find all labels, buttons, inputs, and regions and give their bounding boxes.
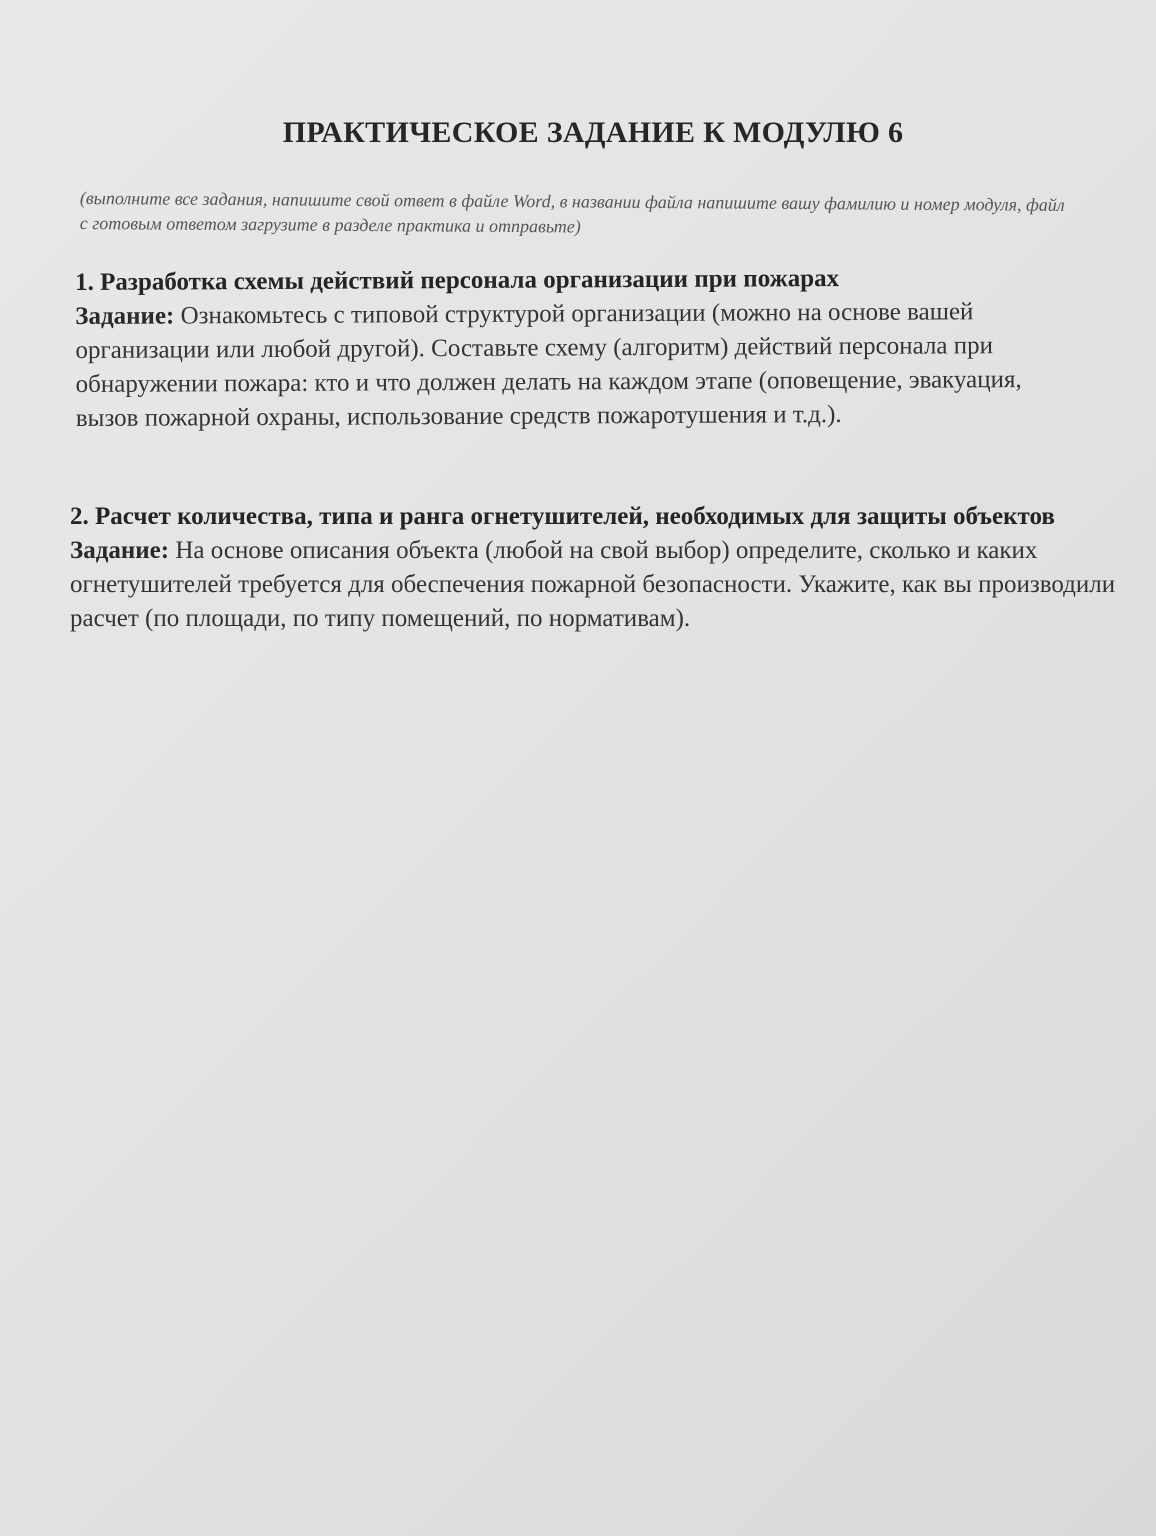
section-1-task-label: Задание: bbox=[75, 302, 175, 330]
section-2-task-text: На основе описания объекта (любой на свой выбор) определите, сколько и каких огнетушителей требуется для обеспечения пожарной безопасности. Укажите, как вы производили расчет (по площади, по типу помещений, по нормативам). bbox=[70, 537, 1116, 632]
task-section-1 bbox=[75, 261, 1076, 436]
document-title: ПРАКТИЧЕСКОЕ ЗАДАНИЕ К МОДУЛЮ 6 bbox=[282, 116, 904, 149]
instructions-note: (выполните все задания, напишите свой ответ в файле Word, в названии файла напишите вашу фамилию и номер модуля, файл с готовым ответом загрузите в разделе практика и отправьте) bbox=[79, 187, 1065, 237]
section-2-task-label: Задание: bbox=[70, 537, 170, 564]
section-1-heading: 1. Разработка схемы действий персонала организации при пожарах bbox=[75, 264, 840, 296]
section-2-task bbox=[70, 534, 1140, 636]
section-2-heading: 2. Расчет количества, типа и ранга огнетушителей, необходимых для защиты объектов bbox=[70, 503, 1055, 530]
section-1-task-text: Ознакомьтесь с типовой структурой организации (можно на основе вашей организации или любой другой). Составьте схему (алгоритм) действий персонала при обнаружении пожара: кто и что должен делать на каждом этапе (оповещение, эвакуация, вызов пожарной охраны, использование средств пожаротушения и т.д.). bbox=[75, 298, 1022, 432]
task-section-2 bbox=[70, 500, 1140, 636]
section-1-task bbox=[75, 295, 1076, 436]
